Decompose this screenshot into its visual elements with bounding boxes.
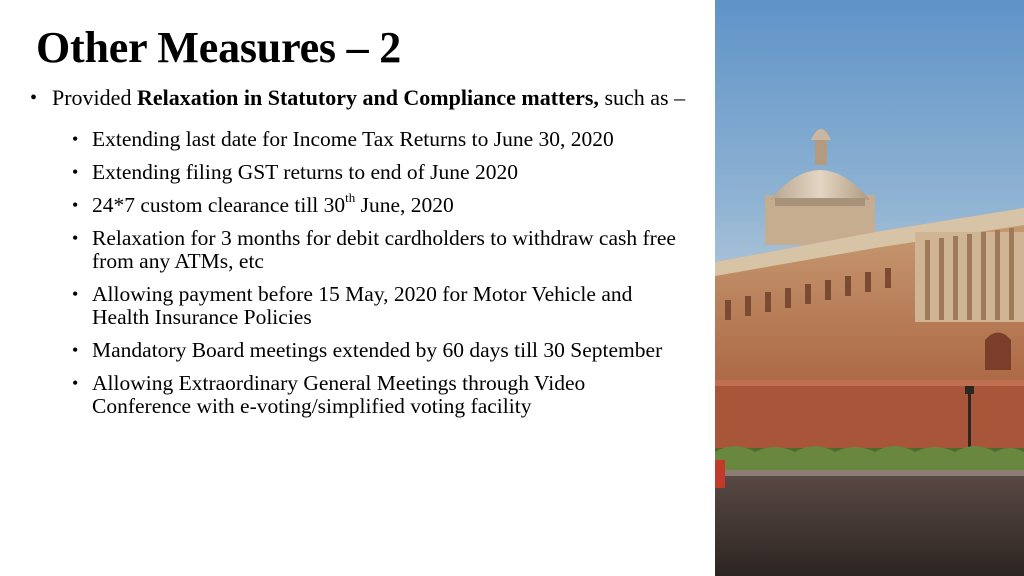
sub-bullet-custom-clearance [68,189,682,217]
sub-bullet-text: Relaxation for 3 months for debit cardholders to withdraw cash free from any ATMs, etc [92,226,676,273]
sub-bullet-list [68,128,710,418]
bullet-glyph: • [72,129,79,149]
sub-bullet-text: Allowing Extraordinary General Meetings through Video Conference with e-voting/simplified voting facility [92,371,586,418]
parliament-building-photo [715,0,1024,576]
sub-bullet-text: Allowing payment before 15 May, 2020 for Motor Vehicle and Health Insurance Policies [92,282,633,329]
sub-bullet-text: Extending filing GST returns to end of June 2020 [92,160,518,184]
bullet-glyph: • [72,373,79,393]
sub-bullet-atm-relaxation [68,227,682,273]
sub-bullet-text-pre: 24*7 custom clearance till 30 [92,193,346,217]
main-bullet-suffix: such as – [598,85,686,110]
bullet-glyph: • [72,228,79,248]
sub-bullet-text: Mandatory Board meetings extended by 60 days till 30 September [92,338,663,362]
sub-bullet-board-meetings [68,339,682,362]
bullet-glyph: • [72,162,79,182]
sub-bullet-text-post: June, 2020 [355,193,454,217]
slide-title: Other Measures – 2 [36,23,402,72]
bullet-glyph: • [72,284,79,304]
main-bullet-list [30,86,710,428]
main-bullet-bold: Relaxation in Statutory and Compliance matters, [136,85,599,110]
sub-bullet-income-tax [68,128,682,151]
ordinal-suffix: th [345,189,356,205]
sub-bullet-insurance-payment [68,283,682,329]
sub-bullet-text: Extending last date for Income Tax Returns to June 30, 2020 [92,127,614,151]
sub-bullet-egm [68,372,682,418]
main-bullet-prefix: Provided [52,85,137,110]
bullet-glyph: • [30,87,38,109]
main-bullet [30,86,710,418]
bullet-glyph: • [72,340,79,360]
sub-bullet-gst [68,161,682,184]
bullet-glyph: • [72,195,79,215]
